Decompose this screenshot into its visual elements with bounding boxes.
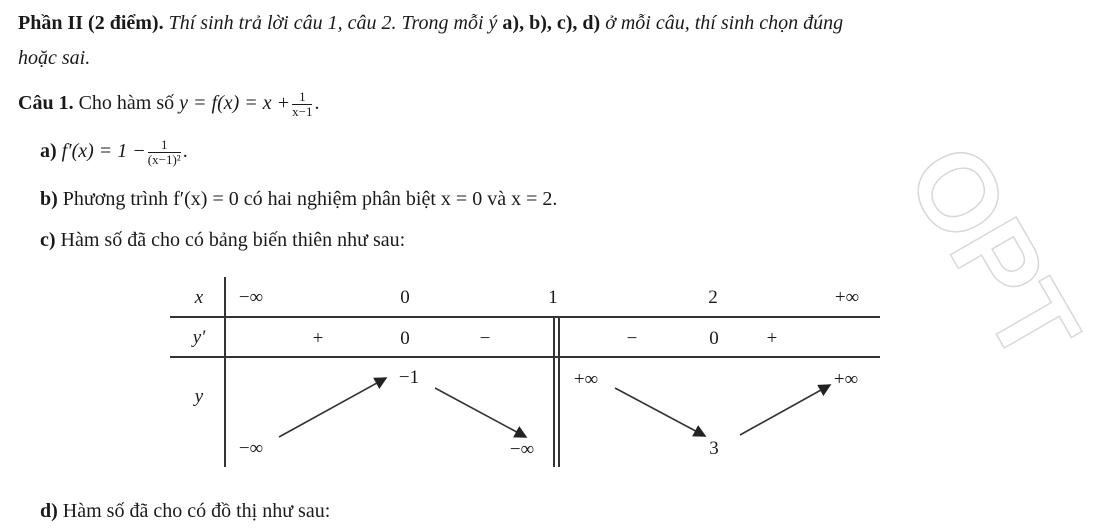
- instruction-text-3: hoặc sai.: [18, 47, 91, 69]
- decreasing-arrow: [435, 388, 526, 437]
- item-b-text: Phương trình f′(x) = 0 có hai nghiệm phân biệt x = 0 và x = 2.: [62, 188, 558, 210]
- frac-den: x−1: [292, 104, 313, 119]
- y-value: −1: [398, 367, 420, 388]
- dy-value: +: [312, 328, 324, 349]
- dy-value: 0: [709, 328, 719, 349]
- dy-value: 0: [400, 328, 410, 349]
- item-c-label: c): [40, 229, 56, 251]
- y-value: −∞: [238, 438, 264, 459]
- row-label-y: y: [194, 386, 204, 407]
- item-d-text: Hàm số đã cho có đồ thị như sau:: [62, 500, 331, 522]
- x-value: 0: [400, 287, 410, 308]
- decreasing-arrow: [615, 388, 705, 436]
- item-a: a) f′(x) = 1 − $\frac{1}{\text{(x−1)²}}$ .: [40, 137, 188, 167]
- row-label-dy: y′: [192, 327, 206, 348]
- x-value: 2: [708, 287, 718, 308]
- part-label: Phần II (2 điểm).: [18, 12, 164, 34]
- frac-num: 1: [292, 90, 312, 105]
- dy-value: +: [766, 328, 778, 349]
- watermark: OPT: [883, 124, 1103, 383]
- y-value: +∞: [573, 369, 599, 390]
- question-1: Câu 1. Cho hàm số y = f(x) = x + $\frac{1}{x-1}$ .: [18, 89, 320, 119]
- item-b-label: b): [40, 188, 58, 210]
- frac-den: (x−1)²: [147, 152, 181, 167]
- frac-num: 1: [148, 138, 181, 153]
- question-label: Câu 1.: [18, 92, 74, 115]
- item-d-label: d): [40, 500, 58, 522]
- instruction-text-2: ở mỗi câu, thí sinh chọn đúng: [605, 12, 844, 34]
- dy-value: −: [626, 328, 638, 349]
- y-value: +∞: [833, 369, 859, 390]
- y-value: 3: [709, 438, 719, 459]
- increasing-arrow: [740, 385, 830, 435]
- item-a-formula: f′(x) = 1 −: [61, 140, 146, 163]
- increasing-arrow: [279, 378, 386, 437]
- y-value: −∞: [509, 439, 535, 460]
- item-a-label: a): [40, 140, 57, 163]
- options-text: a), b), c), d): [502, 12, 601, 34]
- item-c-text: Hàm số đã cho có bảng biến thiên như sau:: [60, 229, 406, 251]
- item-d: [40, 500, 330, 523]
- dy-value: −: [479, 328, 491, 349]
- question-text: Cho hàm số: [78, 92, 175, 115]
- x-value: +∞: [834, 287, 860, 308]
- instruction-text: Thí sinh trả lời câu 1, câu 2. Trong mỗi ý: [168, 12, 498, 34]
- x-value: 1: [548, 287, 558, 308]
- row-label-x: x: [194, 287, 204, 308]
- question-formula: y = f(x) = x +: [179, 92, 291, 115]
- x-value: −∞: [238, 287, 264, 308]
